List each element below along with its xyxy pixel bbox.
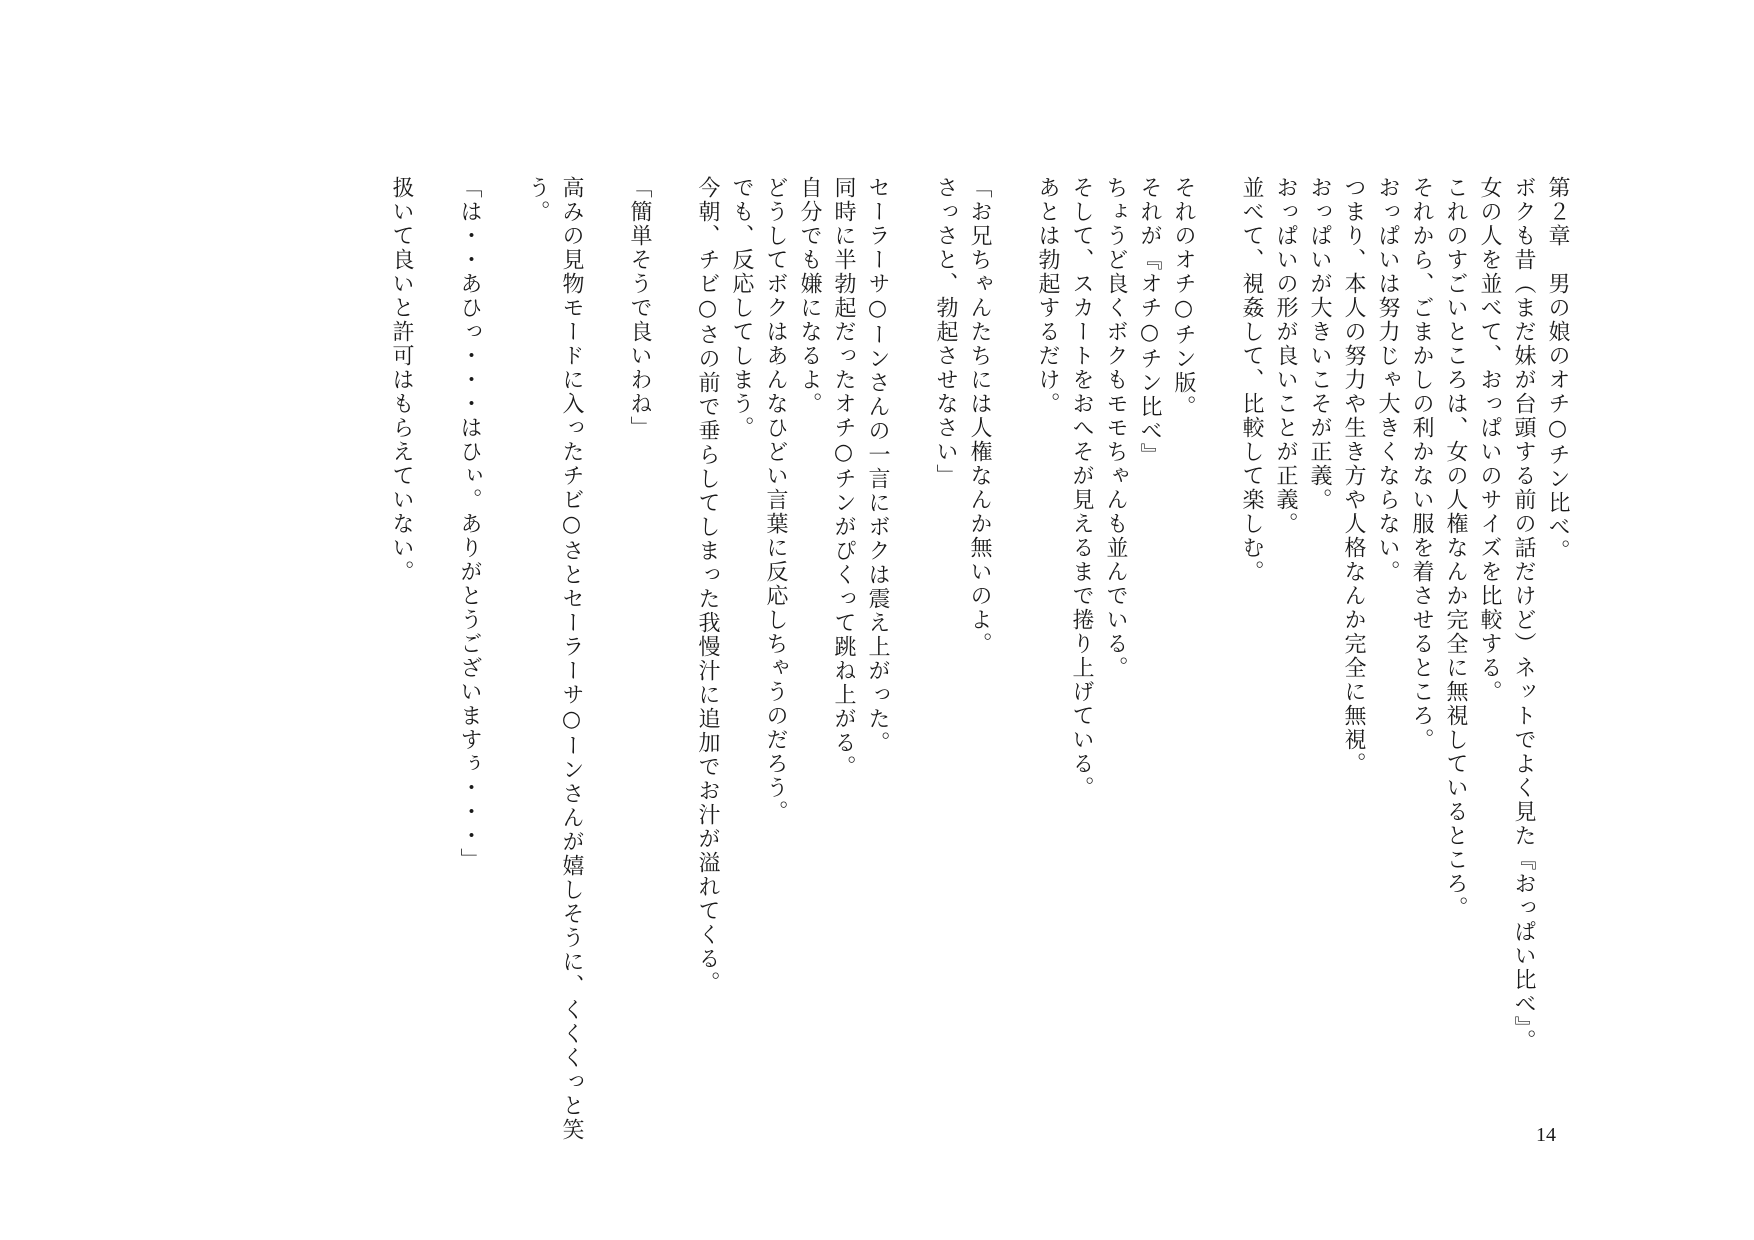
page-number: 14: [1536, 1124, 1556, 1146]
text-line: さっさと、勃起させなさい」: [933, 176, 958, 488]
text-line: 同時に半勃起だったオチ○チンがぴくって跳ね上がる。: [831, 176, 856, 779]
blank-line: [894, 176, 928, 1096]
text-line: おっぱいの形が良いことが正義。: [1273, 176, 1298, 536]
text-line: 第２章 男の娘のオチ○チン比べ。: [1545, 176, 1570, 563]
text-line: ちょうど良くボクもモモちゃんも並んでいる。: [1103, 176, 1128, 680]
blank-line: [1200, 176, 1234, 1096]
text-line: そして、スカートをおへそが見えるまで捲り上げている。: [1069, 176, 1094, 800]
blank-line: [588, 176, 622, 1096]
text-line: どうしてボクはあんなひどい言葉に反応しちゃうのだろう。: [763, 176, 788, 824]
text-line: おっぱいが大きいこそが正義。: [1307, 176, 1332, 512]
text-line: でも、反応してしまう。: [729, 176, 754, 440]
text-line: つまり、本人の努力や生き方や人格なんか完全に無視。: [1341, 176, 1366, 776]
blank-line: [656, 176, 690, 1096]
text-line: おっぱいは努力じゃ大きくならない。: [1375, 176, 1400, 584]
text-line: 女の人を並べて、おっぱいのサイズを比較する。: [1477, 176, 1502, 704]
text-line: あとは勃起するだけ。: [1035, 176, 1060, 416]
text-line: それのオチ○チン版。: [1171, 176, 1196, 419]
blank-line: [486, 176, 520, 1096]
text-line: 「お兄ちゃんたちには人権なんか無いのよ。: [967, 176, 992, 656]
text-line: 「簡単そうで良いわね」: [627, 176, 652, 440]
text-line: 自分でも嫌になるよ。: [797, 176, 822, 416]
text-line: 「は・・あひっ・・・はひぃ。ありがとうございますぅ・・・」: [457, 176, 482, 872]
text-line: う。: [525, 176, 550, 224]
text-line: それから、ごまかしの利かない服を着させるところ。: [1409, 176, 1434, 752]
text-line: 今朝、チビ○さの前で垂らしてしまった我慢汁に追加でお汁が溢れてくる。: [695, 176, 720, 995]
text-line: 扱いて良いと許可はもらえていない。: [389, 176, 414, 584]
text-line: ボクも昔（まだ妹が台頭する前の話だけど）ネットでよく見た『おっぱい比べ』。: [1511, 176, 1536, 1053]
text-line: 並べて、視姦して、比較して楽しむ。: [1239, 176, 1264, 584]
text-line: これのすごいところは、女の人権なんか完全に無視しているところ。: [1443, 176, 1468, 920]
blank-line: [418, 176, 452, 1096]
blank-line: [996, 176, 1030, 1096]
text-line: 高みの見物モードに入ったチビ○さとセーラーサ○ーンさんが嬉しそうに、くくくっと笑: [559, 176, 584, 1142]
text-line: それが『オチ○チン比べ』: [1137, 176, 1162, 467]
text-line: セーラーサ○ーンさんの一言にボクは震え上がった。: [865, 176, 890, 755]
